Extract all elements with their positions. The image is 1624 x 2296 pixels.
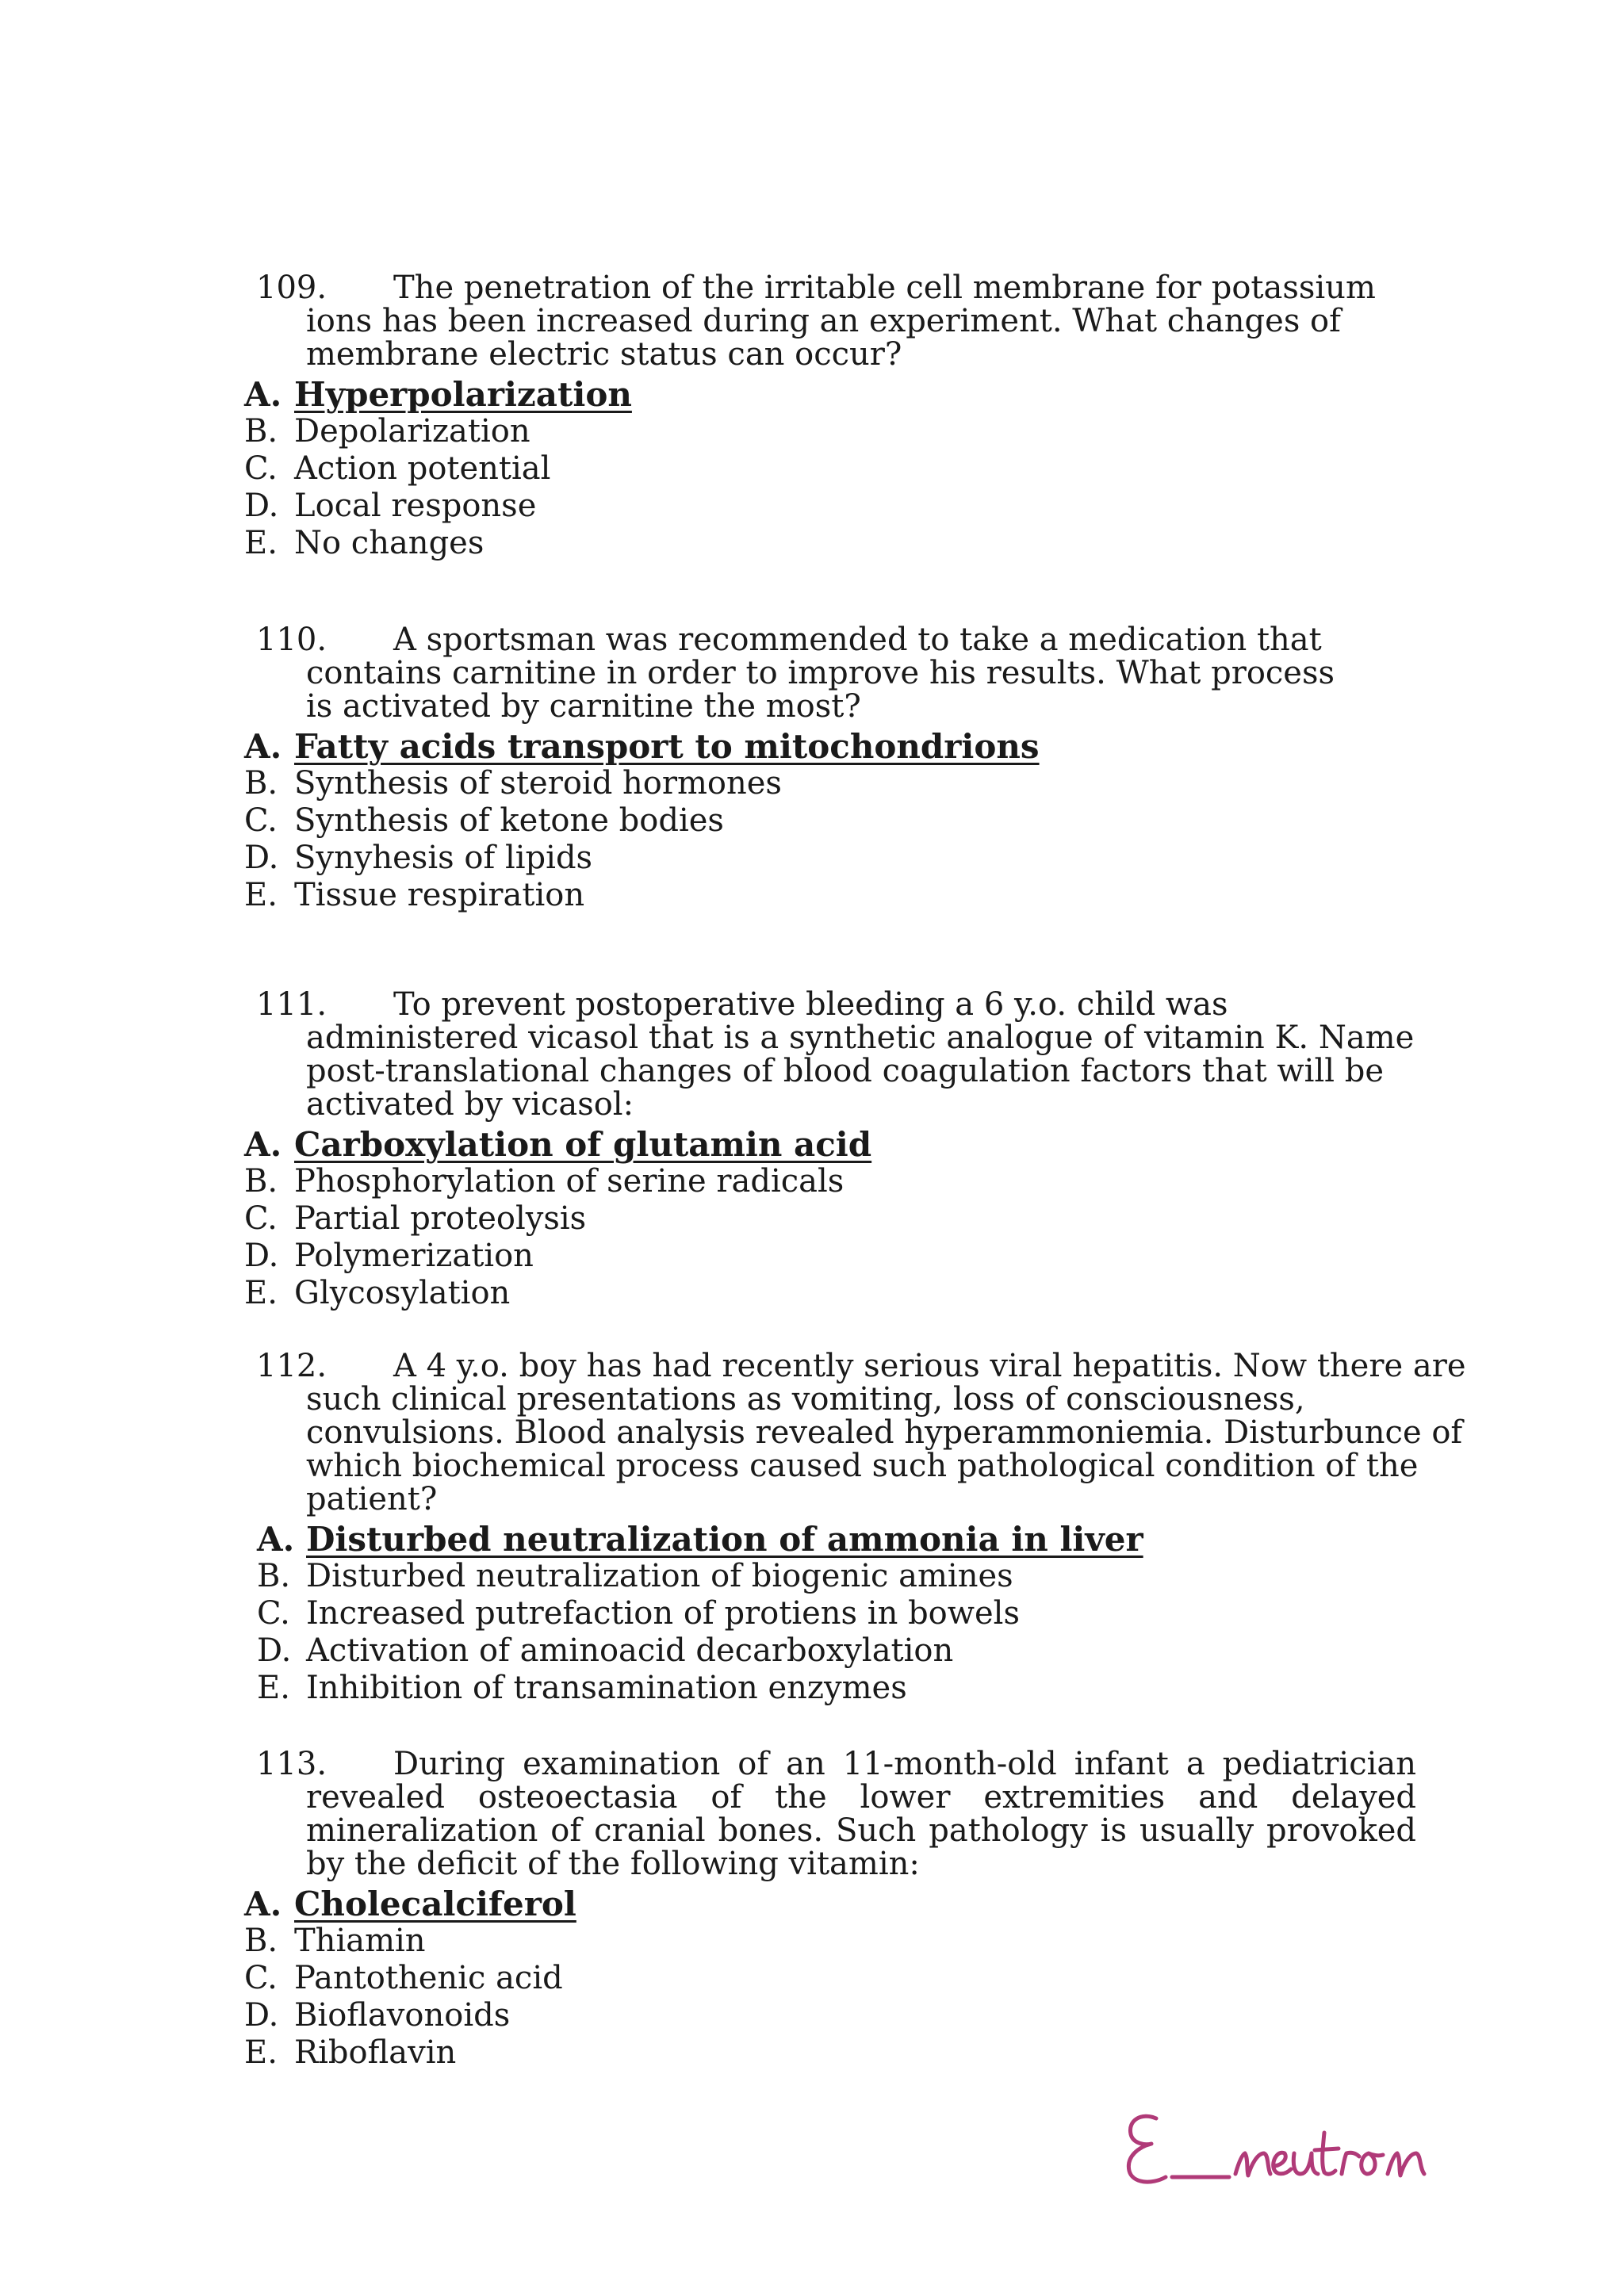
option-text: Bioflavonoids (294, 1997, 511, 2034)
question-stem (244, 1349, 1480, 1516)
option-text: Carboxylation of glutamin acid (294, 1125, 872, 1164)
option-letter: A. (244, 1885, 282, 1923)
option-c (244, 802, 1434, 840)
option-text: Fatty acids transport to mitochondrions (294, 727, 1040, 766)
option-text: Disturbed neutralization of biogenic amines (306, 1558, 1013, 1594)
option-d (244, 1238, 1434, 1275)
option-letter: C. (244, 802, 278, 839)
option-c (244, 1960, 1434, 1997)
option-b (244, 1923, 1434, 1960)
option-b (244, 1163, 1434, 1200)
option-letter: D. (244, 1238, 279, 1274)
signature-logo (1110, 2101, 1443, 2196)
option-letter: B. (244, 765, 278, 802)
option-text: Disturbed neutralization of ammonia in liver (306, 1520, 1143, 1559)
option-c (244, 1200, 1434, 1238)
question-112 (244, 1348, 1466, 1707)
question-110 (244, 623, 1434, 914)
option-text: Polymerization (294, 1238, 534, 1274)
option-text: Tissue respiration (294, 877, 585, 913)
option-a-correct (244, 1885, 1434, 1923)
option-text: Increased putrefaction of protiens in bowels (306, 1595, 1020, 1632)
option-e (244, 2034, 1434, 2072)
option-letter: D. (257, 1632, 292, 1669)
option-text: Thiamin (294, 1923, 426, 1959)
option-b (244, 765, 1434, 802)
answer-options (244, 1521, 1434, 1707)
option-letter: E. (244, 2034, 278, 2071)
option-b (244, 413, 1434, 450)
question-text: A sportsman was recommended to take a medication that contains carnitine in order to improve his results. What process is activated by carnitine the most? (306, 622, 1335, 725)
option-text: Action potential (294, 450, 551, 487)
option-letter: D. (244, 488, 279, 524)
option-text: Local response (294, 488, 537, 524)
answer-options (244, 1126, 1434, 1312)
option-letter: B. (244, 1163, 278, 1200)
option-text: Riboflavin (294, 2034, 457, 2071)
option-e (244, 1275, 1434, 1312)
question-text: A 4 y.o. boy has had recently serious viral hepatitis. Now there are such clinical presentations as vomiting, loss of consciousness, convulsions. Blood analysis revealed hyperammoniemia. Disturbunce of which biochemical process caused such pathological condition of the patient? (306, 1348, 1466, 1517)
option-text: Synthesis of ketone bodies (294, 802, 724, 839)
question-stem (244, 988, 1432, 1121)
option-a-correct (244, 376, 1434, 413)
option-text: Partial proteolysis (294, 1200, 587, 1237)
option-d (244, 1632, 1434, 1670)
option-b (244, 1558, 1434, 1595)
option-text: Inhibition of transamination enzymes (306, 1670, 907, 1706)
option-e (244, 1670, 1434, 1707)
question-stem (244, 271, 1434, 371)
option-c (244, 450, 1434, 488)
option-text: Pantothenic acid (294, 1960, 563, 1996)
option-letter: B. (257, 1558, 291, 1594)
option-text: Hyperpolarization (294, 375, 632, 414)
option-text: Depolarization (294, 413, 530, 450)
option-letter: C. (244, 450, 278, 487)
question-text: To prevent postoperative bleeding a 6 y.o. child was administered vicasol that is a synthetic analogue of vitamin K. Name post-translational changes of blood coagulation factors that will be activated by vicasol: (306, 986, 1415, 1123)
option-a-correct (244, 1521, 1434, 1558)
option-letter: A. (244, 727, 282, 766)
option-letter: E. (244, 877, 278, 913)
option-text: Glycosylation (294, 1275, 511, 1311)
question-number: 111. (256, 986, 327, 1023)
option-e (244, 525, 1434, 562)
option-letter: E. (244, 1275, 278, 1311)
question-number: 109. (256, 270, 327, 306)
option-letter: A. (244, 375, 282, 414)
question-stem (244, 623, 1337, 723)
question-111 (244, 988, 1434, 1312)
question-109 (244, 271, 1434, 562)
question-number: 110. (256, 622, 327, 658)
option-text: Cholecalciferol (294, 1885, 576, 1923)
option-d (244, 488, 1434, 525)
option-letter: E. (244, 525, 278, 561)
question-text: The penetration of the irritable cell membrane for potassium ions has been increased during an experiment. What changes of membrane electric status can occur? (306, 270, 1376, 373)
option-letter: C. (244, 1200, 278, 1237)
option-letter: D. (244, 1997, 279, 2034)
option-letter: A. (257, 1520, 295, 1559)
question-number: 112. (256, 1348, 327, 1384)
answer-options (244, 376, 1434, 562)
option-text: No changes (294, 525, 485, 561)
option-letter: C. (244, 1960, 278, 1996)
option-letter: D. (244, 840, 279, 876)
option-letter: B. (244, 1923, 278, 1959)
option-e (244, 877, 1434, 914)
option-letter: A. (244, 1125, 282, 1164)
option-letter: E. (257, 1670, 290, 1706)
option-letter: C. (257, 1595, 290, 1632)
option-c (244, 1595, 1434, 1632)
option-d (244, 1997, 1434, 2034)
option-a-correct (244, 1126, 1434, 1163)
option-d (244, 840, 1434, 877)
answer-options (244, 728, 1434, 914)
question-113 (244, 1747, 1434, 2072)
option-text: Synyhesis of lipids (294, 840, 593, 876)
option-a-correct (244, 728, 1434, 765)
answer-options (244, 1885, 1434, 2072)
option-letter: B. (244, 413, 278, 450)
question-number: 113. (256, 1746, 327, 1782)
question-stem (244, 1747, 1416, 1881)
question-text: During examination of an 11-month-old infant a pediatrician revealed osteoectasia of the lower extremities and delayed mineralization of cranial bones. Such pathology is usually provoked by the deficit of the following vitamin: (306, 1746, 1416, 1882)
option-text: Phosphorylation of serine radicals (294, 1163, 845, 1200)
option-text: Synthesis of steroid hormones (294, 765, 782, 802)
option-text: Activation of aminoacid decarboxylation (306, 1632, 954, 1669)
